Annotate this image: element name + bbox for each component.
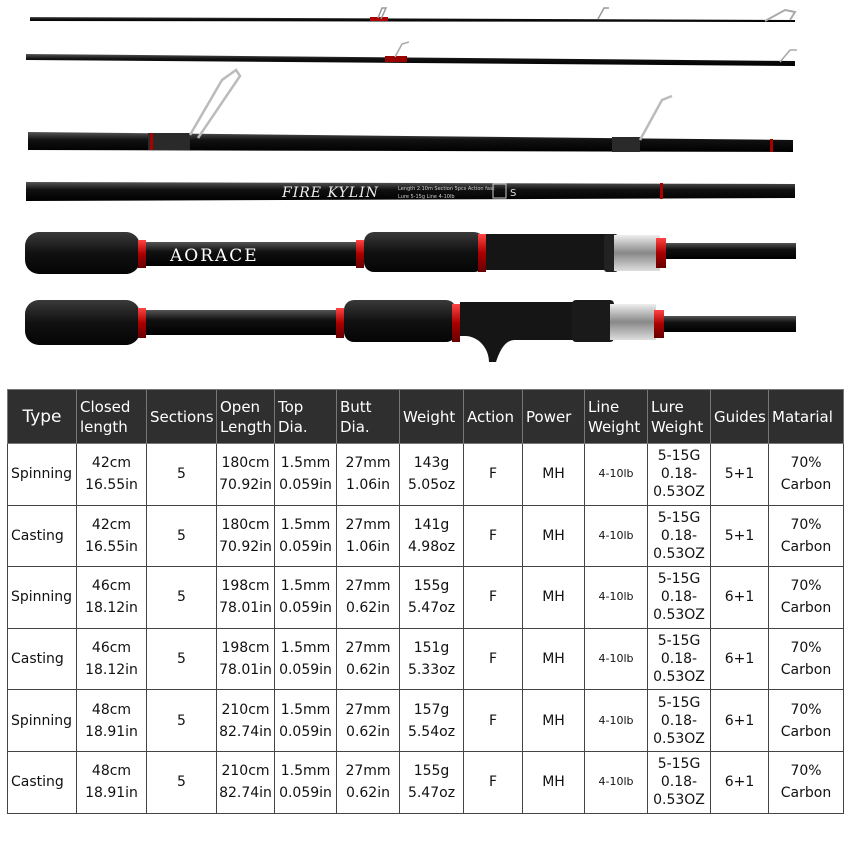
table-row	[8, 751, 844, 813]
open-length-cell-line: 180cm	[221, 455, 270, 472]
lure-weight-cell	[648, 690, 711, 752]
open-length-cell-line: 198cm	[221, 640, 270, 657]
table-row	[8, 505, 844, 567]
open-length-cell	[217, 444, 275, 506]
open-length-cell-line: 78.01in	[219, 600, 272, 617]
butt-diameter-cell	[337, 690, 400, 752]
closed-length-cell-line: 42cm	[91, 516, 132, 533]
power-cell: MH	[523, 505, 585, 567]
table-row	[8, 690, 844, 752]
action-cell: F	[464, 505, 523, 567]
butt-diameter-cell	[337, 751, 400, 813]
lure-weight-cell	[648, 751, 711, 813]
open-length-cell	[217, 567, 275, 629]
open-length-cell-line: 70.92in	[219, 538, 272, 555]
column-header: Sections	[147, 390, 217, 444]
butt-diameter-cell	[337, 567, 400, 629]
column-header: Guides	[711, 390, 769, 444]
butt-diameter-cell-line: 1.06in	[346, 477, 390, 494]
table-row	[8, 628, 844, 690]
material-cell	[769, 444, 844, 506]
top-diameter-cell-line: 1.5mm	[280, 455, 331, 472]
blank-spec-text: Length 2.10m Section 5pcs Action fast	[398, 186, 495, 192]
column-header: Type	[8, 390, 77, 444]
lure-weight-cell	[648, 444, 711, 506]
line-weight-cell: 4-10lb	[585, 690, 648, 752]
butt-diameter-cell-line: 0.62in	[346, 662, 390, 679]
specifications-table	[7, 389, 844, 814]
material-cell	[769, 751, 844, 813]
closed-length-cell	[77, 505, 147, 567]
material-cell	[769, 628, 844, 690]
column-header: Matarial	[769, 390, 844, 444]
material-cell	[769, 690, 844, 752]
lure-weight-cell-line: 0.18-	[660, 774, 698, 791]
rod-tip-section	[30, 8, 795, 22]
top-diameter-cell-line: 0.059in	[279, 538, 332, 555]
material-cell	[769, 567, 844, 629]
open-length-cell	[217, 751, 275, 813]
butt-diameter-cell-line: 0.62in	[346, 723, 390, 740]
material-cell-line: 70%	[790, 701, 822, 718]
column-header: Action	[464, 390, 523, 444]
weight-cell-line: 141g	[413, 516, 450, 533]
lure-weight-cell-line: 0.53OZ	[653, 545, 705, 562]
power-cell: MH	[523, 751, 585, 813]
weight-cell-line: 155g	[413, 578, 450, 595]
closed-length-cell-line: 46cm	[91, 640, 132, 657]
sections-cell: 5	[147, 505, 217, 567]
material-cell-line: Carbon	[780, 723, 832, 740]
top-diameter-cell	[275, 690, 337, 752]
action-cell: F	[464, 751, 523, 813]
closed-length-cell-line: 48cm	[91, 701, 132, 718]
rod-second-section	[26, 42, 797, 66]
lure-weight-cell-line: 0.53OZ	[653, 607, 705, 624]
closed-length-cell-line: 18.91in	[85, 723, 138, 740]
material-cell-line: 70%	[790, 455, 822, 472]
butt-diameter-cell-line: 27mm	[345, 455, 391, 472]
guides-cell: 6+1	[711, 690, 769, 752]
sections-cell: 5	[147, 444, 217, 506]
lure-weight-cell-line: 5-15G	[657, 633, 701, 650]
type-cell: Casting	[8, 751, 77, 813]
line-weight-cell: 4-10lb	[585, 628, 648, 690]
material-cell-line: 70%	[790, 578, 822, 595]
butt-diameter-cell-line: 27mm	[345, 516, 391, 533]
casting-handle	[25, 300, 796, 362]
column-header: Lure Weight	[648, 390, 711, 444]
top-diameter-cell	[275, 628, 337, 690]
lure-weight-cell-line: 0.53OZ	[653, 730, 705, 747]
column-header: Open Length	[217, 390, 275, 444]
line-weight-cell: 4-10lb	[585, 444, 648, 506]
lure-weight-cell-line: 0.18-	[660, 589, 698, 606]
sections-cell: 5	[147, 567, 217, 629]
fishing-rod-sections-image	[0, 0, 850, 380]
material-cell-line: Carbon	[780, 538, 832, 555]
closed-length-cell-line: 46cm	[91, 578, 132, 595]
top-diameter-cell-line: 1.5mm	[280, 640, 331, 657]
material-cell-line: Carbon	[780, 662, 832, 679]
closed-length-cell	[77, 444, 147, 506]
top-diameter-cell-line: 1.5mm	[280, 516, 331, 533]
butt-diameter-cell-line: 1.06in	[346, 538, 390, 555]
closed-length-cell	[77, 690, 147, 752]
butt-diameter-cell-line: 27mm	[345, 640, 391, 657]
butt-diameter-cell	[337, 628, 400, 690]
butt-diameter-cell	[337, 505, 400, 567]
action-cell: F	[464, 690, 523, 752]
closed-length-cell	[77, 628, 147, 690]
weight-cell	[400, 751, 464, 813]
lure-weight-cell-line: 5-15G	[657, 509, 701, 526]
material-cell-line: 70%	[790, 516, 822, 533]
column-header: Power	[523, 390, 585, 444]
closed-length-cell	[77, 567, 147, 629]
column-header: Weight	[400, 390, 464, 444]
open-length-cell	[217, 628, 275, 690]
blank-mark: S	[510, 188, 517, 199]
top-diameter-cell-line: 0.059in	[279, 785, 332, 802]
closed-length-cell-line: 18.12in	[85, 600, 138, 617]
line-weight-cell: 4-10lb	[585, 751, 648, 813]
lure-weight-cell	[648, 628, 711, 690]
column-header: Butt Dia.	[337, 390, 400, 444]
weight-cell-line: 5.47oz	[407, 785, 456, 802]
guides-cell: 6+1	[711, 567, 769, 629]
open-length-cell-line: 210cm	[221, 701, 270, 718]
blank-spec-text-2: Lure 5-15g Line 4-10lb	[398, 194, 455, 200]
column-header: Top Dia.	[275, 390, 337, 444]
action-cell: F	[464, 567, 523, 629]
material-cell-line: 70%	[790, 640, 822, 657]
top-diameter-cell	[275, 567, 337, 629]
closed-length-cell-line: 18.12in	[85, 662, 138, 679]
weight-cell	[400, 505, 464, 567]
open-length-cell-line: 78.01in	[219, 662, 272, 679]
type-cell: Spinning	[8, 444, 77, 506]
top-diameter-cell-line: 1.5mm	[280, 763, 331, 780]
lure-weight-cell-line: 5-15G	[657, 756, 701, 773]
material-cell-line: Carbon	[780, 600, 832, 617]
weight-cell-line: 5.05oz	[407, 477, 456, 494]
weight-cell-line: 5.54oz	[407, 723, 456, 740]
weight-cell	[400, 628, 464, 690]
line-weight-cell: 4-10lb	[585, 505, 648, 567]
table-row	[8, 444, 844, 506]
open-length-cell-line: 82.74in	[219, 723, 272, 740]
sections-cell: 5	[147, 690, 217, 752]
top-diameter-cell-line: 0.059in	[279, 477, 332, 494]
butt-diameter-cell-line: 27mm	[345, 578, 391, 595]
closed-length-cell-line: 16.55in	[85, 538, 138, 555]
open-length-cell-line: 70.92in	[219, 477, 272, 494]
top-diameter-cell	[275, 444, 337, 506]
material-cell-line: Carbon	[780, 785, 832, 802]
lure-weight-cell-line: 0.53OZ	[653, 484, 705, 501]
guides-cell: 6+1	[711, 751, 769, 813]
type-cell: Casting	[8, 628, 77, 690]
rod-fourth-section	[26, 182, 795, 201]
blank-label: FIRE KYLIN	[282, 185, 379, 201]
open-length-cell	[217, 505, 275, 567]
weight-cell-line: 155g	[413, 763, 450, 780]
guides-cell: 6+1	[711, 628, 769, 690]
top-diameter-cell-line: 1.5mm	[280, 701, 331, 718]
open-length-cell-line: 198cm	[221, 578, 270, 595]
closed-length-cell-line: 18.91in	[85, 785, 138, 802]
table-row	[8, 567, 844, 629]
material-cell-line: 70%	[790, 763, 822, 780]
weight-cell-line: 143g	[413, 455, 450, 472]
power-cell: MH	[523, 628, 585, 690]
column-header: Line Weight	[585, 390, 648, 444]
power-cell: MH	[523, 444, 585, 506]
lure-weight-cell-line: 0.18-	[660, 712, 698, 729]
top-diameter-cell-line: 0.059in	[279, 600, 332, 617]
butt-diameter-cell	[337, 444, 400, 506]
weight-cell	[400, 444, 464, 506]
lure-weight-cell-line: 0.18-	[660, 651, 698, 668]
guides-cell: 5+1	[711, 444, 769, 506]
top-diameter-cell	[275, 751, 337, 813]
lure-weight-cell	[648, 567, 711, 629]
open-length-cell-line: 180cm	[221, 516, 270, 533]
column-header: Closed length	[77, 390, 147, 444]
material-cell	[769, 505, 844, 567]
open-length-cell-line: 82.74in	[219, 785, 272, 802]
sections-cell: 5	[147, 628, 217, 690]
weight-cell-line: 5.33oz	[407, 662, 456, 679]
closed-length-cell	[77, 751, 147, 813]
lure-weight-cell-line: 0.53OZ	[653, 669, 705, 686]
line-weight-cell: 4-10lb	[585, 567, 648, 629]
rod-third-section	[28, 70, 793, 152]
top-diameter-cell-line: 1.5mm	[280, 578, 331, 595]
guides-cell: 5+1	[711, 505, 769, 567]
weight-cell-line: 5.47oz	[407, 600, 456, 617]
closed-length-cell-line: 48cm	[91, 763, 132, 780]
lure-weight-cell-line: 0.18-	[660, 527, 698, 544]
weight-cell	[400, 567, 464, 629]
lure-weight-cell-line: 5-15G	[657, 448, 701, 465]
brand-logo: AORACE	[170, 246, 259, 266]
lure-weight-cell-line: 5-15G	[657, 694, 701, 711]
weight-cell-line: 157g	[413, 701, 450, 718]
type-cell: Spinning	[8, 567, 77, 629]
type-cell: Spinning	[8, 690, 77, 752]
lure-weight-cell	[648, 505, 711, 567]
weight-cell-line: 151g	[413, 640, 450, 657]
power-cell: MH	[523, 567, 585, 629]
spinning-handle	[25, 232, 796, 274]
type-cell: Casting	[8, 505, 77, 567]
lure-weight-cell-line: 0.53OZ	[653, 792, 705, 809]
power-cell: MH	[523, 690, 585, 752]
table-header-row	[8, 390, 844, 444]
action-cell: F	[464, 444, 523, 506]
closed-length-cell-line: 42cm	[91, 455, 132, 472]
butt-diameter-cell-line: 27mm	[345, 701, 391, 718]
open-length-cell	[217, 690, 275, 752]
top-diameter-cell-line: 0.059in	[279, 662, 332, 679]
closed-length-cell-line: 16.55in	[85, 477, 138, 494]
top-diameter-cell	[275, 505, 337, 567]
sections-cell: 5	[147, 751, 217, 813]
butt-diameter-cell-line: 0.62in	[346, 785, 390, 802]
weight-cell-line: 4.98oz	[407, 538, 456, 555]
open-length-cell-line: 210cm	[221, 763, 270, 780]
material-cell-line: Carbon	[780, 477, 832, 494]
butt-diameter-cell-line: 0.62in	[346, 600, 390, 617]
weight-cell	[400, 690, 464, 752]
top-diameter-cell-line: 0.059in	[279, 723, 332, 740]
lure-weight-cell-line: 0.18-	[660, 466, 698, 483]
lure-weight-cell-line: 5-15G	[657, 571, 701, 588]
butt-diameter-cell-line: 27mm	[345, 763, 391, 780]
action-cell: F	[464, 628, 523, 690]
